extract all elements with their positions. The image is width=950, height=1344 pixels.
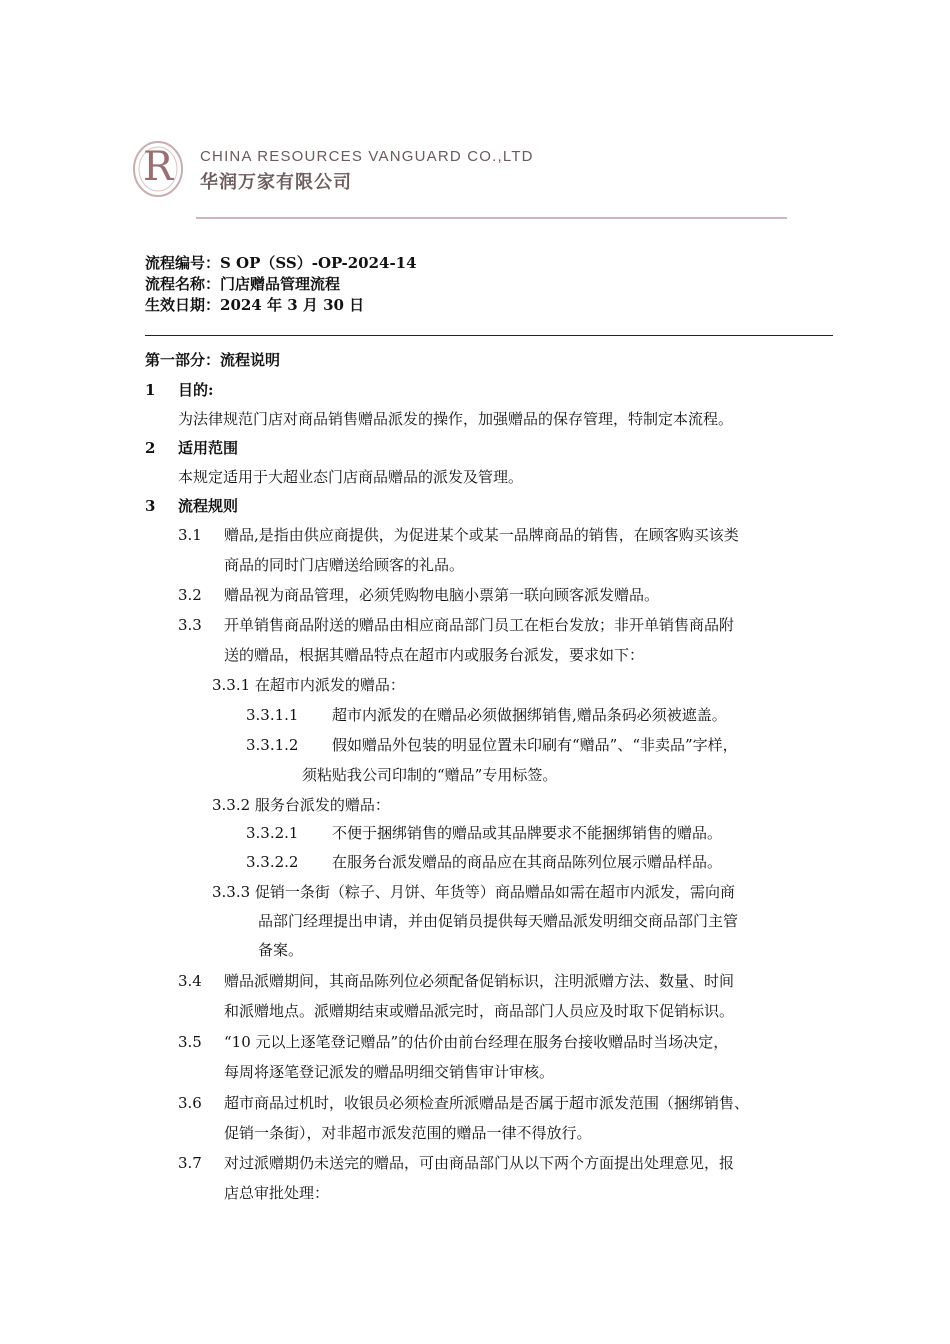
section-title: 适用范围	[178, 439, 239, 457]
subrule-text: 3.3.3 促销一条街（粽子、月饼、年货等）商品赠品如需在超市内派发，需向商	[212, 883, 735, 901]
effective-date: 生效日期：2024 年 3 月 30 日	[145, 296, 365, 314]
section-body: 为法律规范门店对商品销售赠品派发的操作，加强赠品的保存管理，特制定本流程。	[178, 410, 734, 428]
rule-text: 每周将逐笔登记派发的赠品明细交销售审计审核。	[224, 1063, 555, 1081]
rule-text: 超市商品过机时，收银员必须检查所派赠品是否属于超市派发范围（捆绑销售、	[224, 1094, 750, 1112]
subrule-text: 假如赠品外包装的明显位置未印刷有“赠品”、“非卖品”字样，	[332, 736, 738, 754]
section-number: 3	[145, 497, 156, 515]
header-divider	[196, 217, 787, 219]
rule-text: 赠品,是指由供应商提供，为促进某个或某一品牌商品的销售，在顾客购买该类	[224, 526, 739, 544]
subrule-text: 须粘贴我公司印制的“赠品”专用标签。	[302, 766, 558, 784]
logo-letter: R	[143, 144, 174, 190]
section-title: 流程规则	[178, 497, 239, 515]
rule-number: 3.6	[178, 1094, 202, 1112]
company-name-cn: 华润万家有限公司	[200, 172, 352, 193]
rule-number: 3.3	[178, 616, 202, 634]
process-number: 流程编号：S OP（SS）-OP-2024-14	[145, 254, 417, 272]
subrule-number: 3.3.1.2	[246, 736, 299, 754]
rule-text: 和派赠地点。派赠期结束或赠品派完时，商品部门人员应及时取下促销标识。	[224, 1002, 735, 1020]
subrule-text: 3.3.2 服务台派发的赠品：	[212, 796, 390, 814]
part1-title: 第一部分：流程说明	[145, 351, 281, 369]
rule-number: 3.7	[178, 1154, 202, 1172]
section-title: 目的:	[178, 381, 214, 399]
subrule-number: 3.3.1.1	[246, 706, 299, 724]
rule-text: 促销一条街），对非超市派发范围的赠品一律不得放行。	[224, 1124, 592, 1142]
rule-text: 送的赠品，根据其赠品特点在超市内或服务台派发，要求如下：	[224, 646, 645, 664]
company-logo	[130, 138, 186, 200]
subrule-text: 不便于捆绑销售的赠品或其品牌要求不能捆绑销售的赠品。	[332, 824, 723, 842]
subrule-number: 3.3.2.2	[246, 853, 299, 871]
section-number: 2	[145, 439, 156, 457]
rule-text: 赠品视为商品管理，必须凭购物电脑小票第一联向顾客派发赠品。	[224, 586, 660, 604]
subrule-text: 在服务台派发赠品的商品应在其商品陈列位展示赠品样品。	[332, 853, 723, 871]
process-name: 流程名称：门店赠品管理流程	[145, 275, 341, 293]
subrule-number: 3.3.2.1	[246, 824, 299, 842]
rule-text: 商品的同时门店赠送给顾客的礼品。	[224, 556, 465, 574]
rule-text: 店总审批处理：	[224, 1184, 330, 1202]
subrule-text: 3.3.1 在超市内派发的赠品：	[212, 676, 405, 694]
company-name-en: CHINA RESOURCES VANGUARD CO.,LTD	[200, 148, 534, 165]
section-number: 1	[145, 381, 156, 399]
subrule-text: 备案。	[258, 941, 304, 959]
meta-divider	[145, 335, 833, 336]
rule-number: 3.1	[178, 526, 202, 544]
rule-text: 对过派赠期仍未送完的赠品，可由商品部门从以下两个方面提出处理意见，报	[224, 1154, 735, 1172]
rule-text: 开单销售商品附送的赠品由相应商品部门员工在柜台发放；非开单销售商品附	[224, 616, 735, 634]
rule-number: 3.5	[178, 1033, 202, 1051]
rule-number: 3.4	[178, 972, 202, 990]
rule-number: 3.2	[178, 586, 202, 604]
subrule-text: 超市内派发的在赠品必须做捆绑销售,赠品条码必须被遮盖。	[332, 706, 727, 724]
subrule-text: 品部门经理提出申请，并由促销员提供每天赠品派发明细交商品部门主管	[258, 912, 739, 930]
rule-text: 赠品派赠期间，其商品陈列位必须配备促销标识，注明派赠方法、数量、时间	[224, 972, 735, 990]
rule-text: “10 元以上逐笔登记赠品”的估价由前台经理在服务台接收赠品时当场决定，	[224, 1033, 729, 1051]
section-body: 本规定适用于大超业态门店商品赠品的派发及管理。	[178, 468, 524, 486]
